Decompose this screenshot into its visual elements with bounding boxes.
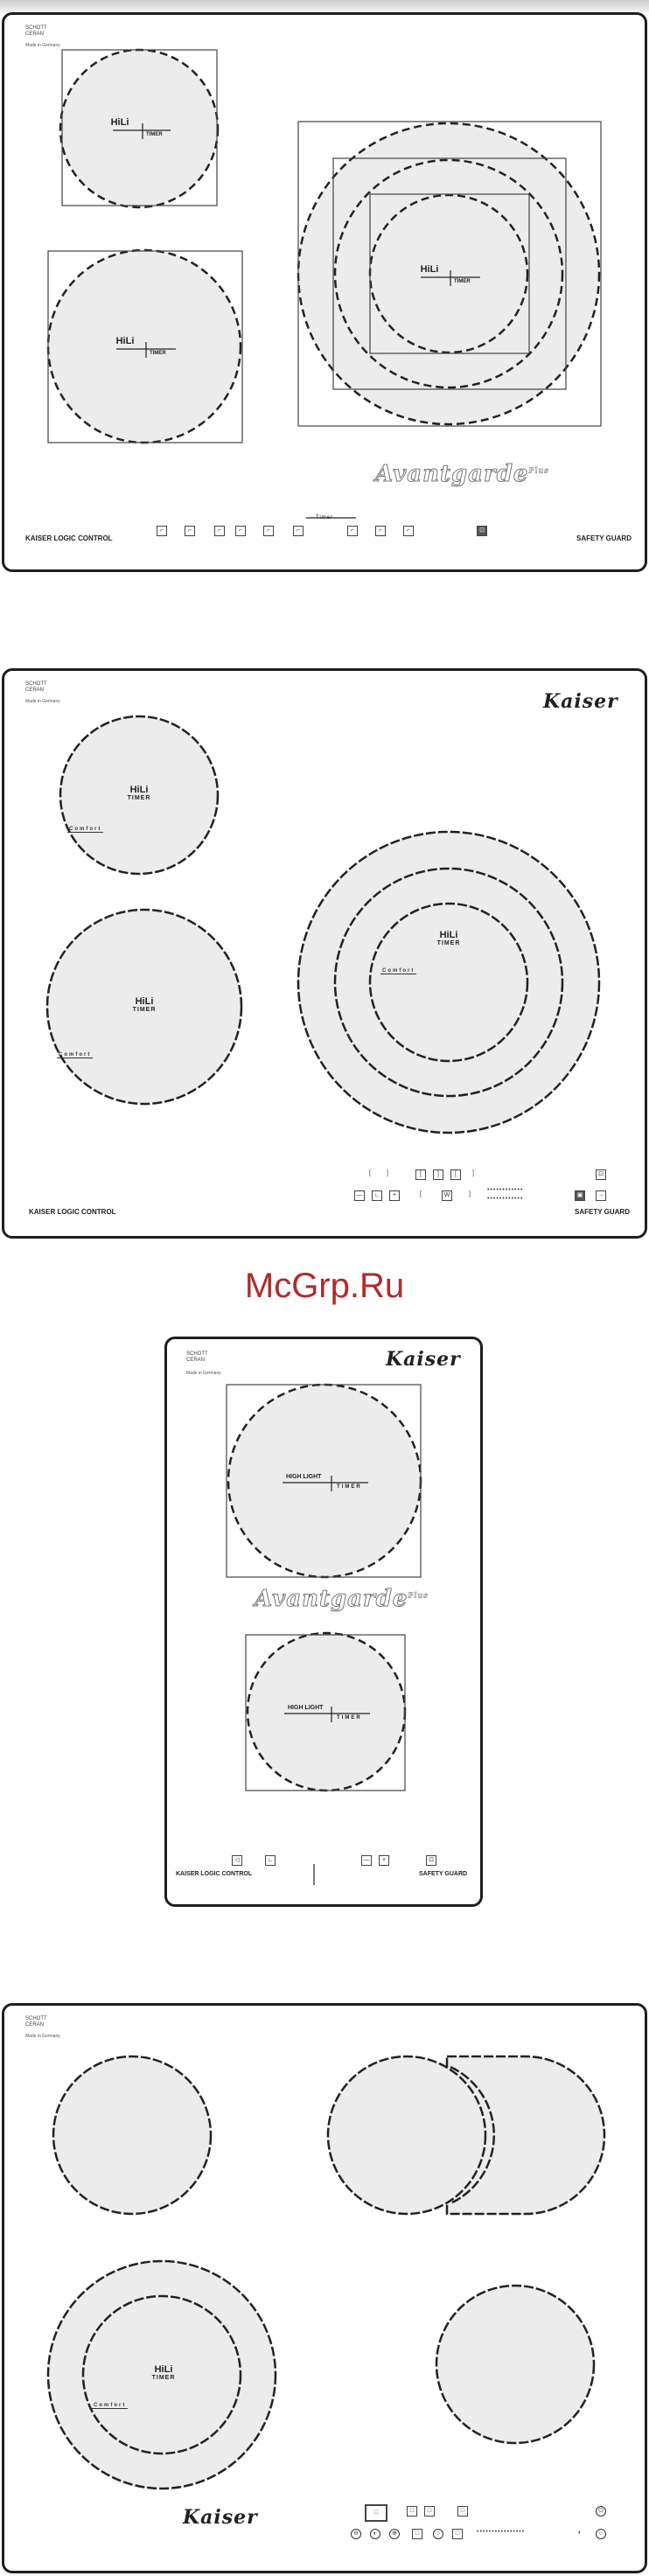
power-level-dots: •••••••••••• (487, 1187, 524, 1193)
kaiser-logic-control-label: KAISER LOGIC CONTROL (176, 1871, 253, 1877)
cooktop-panel-2 (2, 668, 647, 1239)
schott-ceran-logo: SCHOTT CERAN (25, 2016, 47, 2028)
zone-circle (48, 250, 241, 443)
safety-key[interactable]: ⊡ (426, 1855, 436, 1866)
avantgarde-logo: Avantgarde$^{Plus}$ (375, 461, 549, 487)
control-key[interactable]: □ (457, 2506, 468, 2517)
control-key[interactable]: [ (415, 1169, 426, 1180)
control-key[interactable]: ◐ (370, 2529, 380, 2539)
control-key[interactable]: + (389, 1190, 400, 1201)
control-key[interactable]: ◐ (577, 2530, 583, 2536)
control-key[interactable]: ⌐ (157, 526, 167, 536)
zone-timer-label: TIMER (337, 1484, 362, 1490)
avantgarde-logo: Avantgarde$^{Plus}$ (255, 1586, 429, 1612)
schott-ceran-logo: SCHOTT CERAN (25, 25, 47, 37)
control-key[interactable]: ⌐ (403, 526, 414, 536)
control-key[interactable]: ⌐ (214, 526, 225, 536)
control-key[interactable]: [ (450, 1169, 461, 1180)
kaiser-logic-control-label: KAISER LOGIC CONTROL (29, 1208, 116, 1216)
comfort-label: Comfort (59, 1052, 92, 1058)
zone-timer-label: TIMER (150, 351, 166, 356)
lock-key[interactable]: ▣ (575, 1190, 585, 1201)
control-key[interactable]: ⌐ (185, 526, 195, 536)
made-in-germany: Made in Germany (25, 699, 60, 704)
control-key[interactable]: ○ (433, 2529, 443, 2539)
zone-label: HiLi TIMER (127, 785, 151, 801)
zone-circle (298, 832, 599, 1133)
zone-circle (53, 2056, 211, 2214)
control-key[interactable]: + (379, 1855, 389, 1866)
control-key[interactable]: — (354, 1190, 365, 1201)
cooktop-panel-4 (2, 2003, 647, 2573)
made-in-germany: Made in Germany (25, 43, 60, 48)
kaiser-logo: Kaiser (543, 690, 618, 713)
control-key[interactable]: [ (415, 1190, 426, 1201)
control-key[interactable]: ⌐ (293, 526, 304, 536)
zone-circle (228, 1385, 421, 1577)
control-key[interactable]: □ (365, 2504, 387, 2522)
zone-circle (60, 50, 218, 207)
control-key[interactable]: ] (433, 1169, 443, 1180)
control-key[interactable]: ∟ (372, 1190, 382, 1201)
zone-timer-label: TIMER (337, 1715, 362, 1721)
panel-3-drawing (167, 1339, 485, 1909)
zone-label: HiLi TIMER (151, 2364, 176, 2381)
high-light-label: HIGH LIGHT (286, 1474, 322, 1480)
top-bar (0, 0, 649, 12)
control-key[interactable]: □ (424, 2506, 435, 2517)
power-level-dots: •••••••••••••••• (477, 2529, 526, 2535)
power-key[interactable]: → (596, 1190, 606, 1201)
made-in-germany: Made in Germany (25, 2034, 60, 2039)
control-key[interactable]: — (361, 1855, 372, 1866)
watermark: McGrp.Ru (244, 1267, 405, 1305)
zone-label: HiLi (110, 117, 129, 128)
control-key[interactable]: ] (468, 1169, 478, 1180)
comfort-label: Comfort (69, 827, 102, 832)
zone-circle (328, 2056, 485, 2214)
control-key[interactable]: □ (452, 2529, 463, 2539)
zone-circle (436, 2286, 594, 2443)
safety-key[interactable]: ⊡ (596, 1169, 606, 1180)
cooktop-panel-3 (164, 1337, 483, 1907)
safety-guard-label: SAFETY GUARD (575, 1208, 630, 1216)
zone-circle (248, 1633, 405, 1791)
zone-timer-label: TIMER (146, 132, 163, 137)
timer-label: Timer (316, 515, 334, 520)
zone-label: HiLi (420, 264, 439, 275)
power-key[interactable]: ⏻ (596, 2506, 606, 2517)
schott-ceran-logo: SCHOTT CERAN (25, 681, 47, 693)
control-key[interactable]: ] (382, 1169, 393, 1180)
control-key[interactable]: ⊖ (351, 2529, 361, 2539)
zone-circle (298, 123, 599, 424)
schott-ceran-logo: SCHOTT CERAN (186, 1351, 208, 1363)
panel-1-drawing (4, 15, 649, 575)
panel-4-drawing (4, 2006, 649, 2576)
control-key[interactable]: ] (464, 1190, 475, 1201)
zone-label: HiLi TIMER (436, 930, 461, 946)
comfort-label: Comfort (94, 2403, 127, 2408)
safety-guard-label: SAFETY GUARD (419, 1871, 468, 1877)
panel-2-drawing (4, 671, 649, 1241)
zone-label: HiLi (115, 336, 135, 346)
control-key[interactable]: ⌐ (375, 526, 386, 536)
kaiser-logo: Kaiser (183, 2506, 258, 2529)
zone-timer-label: TIMER (454, 279, 471, 284)
cooktop-panel-1 (2, 12, 647, 572)
control-key[interactable]: □ (412, 2529, 422, 2539)
control-key[interactable]: ∟ (265, 1855, 276, 1866)
kaiser-logic-control-label: KAISER LOGIC CONTROL (25, 534, 113, 542)
comfort-label: Comfort (382, 968, 415, 974)
control-key[interactable]: ⌐ (235, 526, 246, 536)
safety-key[interactable]: ⊡ (477, 526, 487, 536)
high-light-label: HIGH LIGHT (288, 1705, 324, 1711)
safety-guard-label: SAFETY GUARD (576, 534, 632, 542)
control-key[interactable]: ◁ (232, 1855, 242, 1866)
control-key[interactable]: ⌐ (263, 526, 274, 536)
control-key[interactable]: □ (407, 2506, 417, 2517)
wok-key[interactable]: W (442, 1190, 452, 1201)
made-in-germany: Made in Germany (186, 1371, 221, 1376)
kaiser-logo: Kaiser (386, 1348, 461, 1371)
zone-label: HiLi TIMER (132, 996, 157, 1013)
control-key[interactable]: ⌐ (347, 526, 358, 536)
power-level-dots: •••••••••••• (487, 1196, 524, 1202)
control-key[interactable]: ○ (596, 2529, 606, 2539)
control-key[interactable]: ⊕ (389, 2529, 400, 2539)
control-key[interactable]: [ (365, 1169, 375, 1180)
